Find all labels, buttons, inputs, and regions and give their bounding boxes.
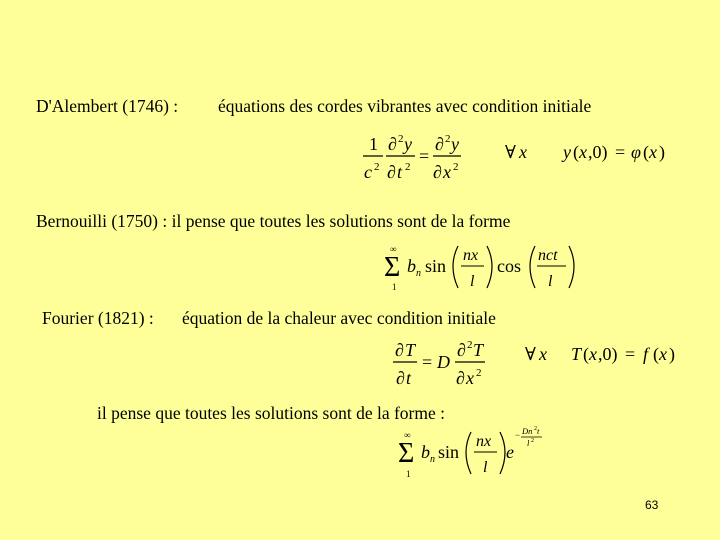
- svg-text:x: x: [443, 162, 451, 182]
- svg-text:2: 2: [476, 367, 482, 379]
- svg-text:2: 2: [531, 438, 534, 444]
- svg-text:∂: ∂: [456, 368, 465, 388]
- svg-text:l: l: [470, 273, 475, 290]
- svg-text:∂: ∂: [396, 368, 405, 388]
- svg-text:n: n: [430, 454, 435, 465]
- svg-text:y: y: [563, 142, 571, 162]
- svg-text:nx: nx: [463, 247, 479, 264]
- svg-text:x: x: [466, 368, 474, 388]
- fourier-series: [396, 424, 566, 487]
- svg-text:l: l: [483, 459, 488, 476]
- bernoulli-text: Bernouilli (1750) : il pense que toutes les solutions sont de la forme: [36, 211, 511, 231]
- fourier-solutions-text: il pense que toutes les solutions sont de la forme :: [97, 403, 446, 423]
- svg-text:2: 2: [467, 339, 473, 351]
- svg-text:cos: cos: [497, 256, 521, 276]
- svg-text:=: =: [625, 344, 636, 364]
- svg-text:,0): ,0): [598, 344, 618, 364]
- svg-text:f: f: [643, 344, 649, 364]
- forall-symbol-heat: ∀: [525, 344, 536, 364]
- svg-text:l: l: [527, 438, 530, 448]
- right-paren: [487, 246, 492, 288]
- svg-text:∞: ∞: [404, 430, 411, 440]
- svg-text:=: =: [419, 146, 430, 166]
- heat-equation-formula: [385, 336, 685, 392]
- page-number: 63: [645, 498, 659, 512]
- svg-text:x: x: [539, 344, 547, 364]
- svg-text:t: t: [397, 162, 403, 182]
- bernoulli-series-formula: [380, 240, 600, 296]
- svg-text:nx: nx: [476, 433, 492, 450]
- dalembert-description: équations des cordes vibrantes avec condition initiale: [218, 96, 592, 116]
- left-paren: [453, 246, 458, 288]
- dalembert-author: D'Alembert (1746) :: [36, 96, 179, 116]
- svg-text:t: t: [406, 368, 412, 388]
- svg-text:−: −: [515, 430, 521, 440]
- svg-text:∞: ∞: [390, 244, 397, 254]
- svg-text:2: 2: [534, 426, 537, 432]
- svg-text:(: (: [643, 142, 649, 162]
- svg-text:D: D: [437, 352, 450, 372]
- svg-text:,0): ,0): [588, 142, 608, 162]
- forall-symbol: ∀: [505, 142, 516, 162]
- sigma-symbol: Σ: [384, 252, 401, 283]
- svg-text:2: 2: [445, 133, 451, 145]
- svg-text:1: 1: [392, 282, 397, 292]
- svg-text:(: (: [583, 344, 589, 364]
- svg-text:y: y: [404, 134, 412, 154]
- svg-text:∂: ∂: [395, 340, 404, 360]
- fourier-series-formula: [396, 424, 566, 482]
- svg-text:sin: sin: [425, 256, 447, 276]
- c-squared: c: [364, 162, 372, 182]
- svg-text:φ: φ: [631, 142, 641, 162]
- svg-text:=: =: [422, 352, 433, 372]
- svg-text:b: b: [407, 256, 416, 276]
- svg-text:x: x: [659, 344, 667, 364]
- svg-text:t: t: [537, 426, 540, 436]
- svg-text:2: 2: [374, 161, 380, 173]
- svg-text:sin: sin: [438, 442, 460, 462]
- svg-text:x: x: [519, 142, 527, 162]
- svg-text:l: l: [548, 273, 553, 290]
- fourier-author: Fourier (1821) :: [42, 308, 154, 328]
- sigma-symbol-fourier: Σ: [398, 438, 415, 469]
- svg-text:nct: nct: [538, 247, 558, 264]
- svg-text:2: 2: [405, 161, 411, 173]
- bernoulli-series: [380, 240, 600, 301]
- svg-text:∂: ∂: [433, 162, 442, 182]
- svg-text:2: 2: [453, 161, 459, 173]
- svg-text:x: x: [589, 344, 597, 364]
- svg-text:): ): [669, 344, 675, 364]
- fourier-description: équation de la chaleur avec condition initiale: [182, 308, 496, 328]
- svg-text:e: e: [506, 442, 514, 462]
- svg-text:x: x: [579, 142, 587, 162]
- svg-text:b: b: [421, 442, 430, 462]
- svg-text:1: 1: [406, 469, 411, 479]
- svg-text:T: T: [473, 340, 484, 360]
- svg-text:T: T: [405, 340, 416, 360]
- svg-text:): ): [659, 142, 665, 162]
- svg-text:n: n: [416, 268, 421, 279]
- wave-equation-formula: [355, 130, 685, 186]
- svg-text:2: 2: [398, 133, 404, 145]
- svg-text:y: y: [451, 134, 459, 154]
- svg-text:∂: ∂: [387, 162, 396, 182]
- svg-text:x: x: [649, 142, 657, 162]
- svg-text:=: =: [615, 142, 626, 162]
- heat-equation: [385, 336, 685, 397]
- svg-text:(: (: [573, 142, 579, 162]
- svg-text:Dn: Dn: [522, 426, 533, 436]
- svg-text:∂: ∂: [457, 340, 466, 360]
- wave-equation: [355, 130, 685, 191]
- svg-text:(: (: [653, 344, 659, 364]
- frac-numerator-1: 1: [369, 134, 378, 154]
- svg-text:T: T: [571, 344, 582, 364]
- svg-text:∂: ∂: [388, 134, 397, 154]
- svg-text:∂: ∂: [435, 134, 444, 154]
